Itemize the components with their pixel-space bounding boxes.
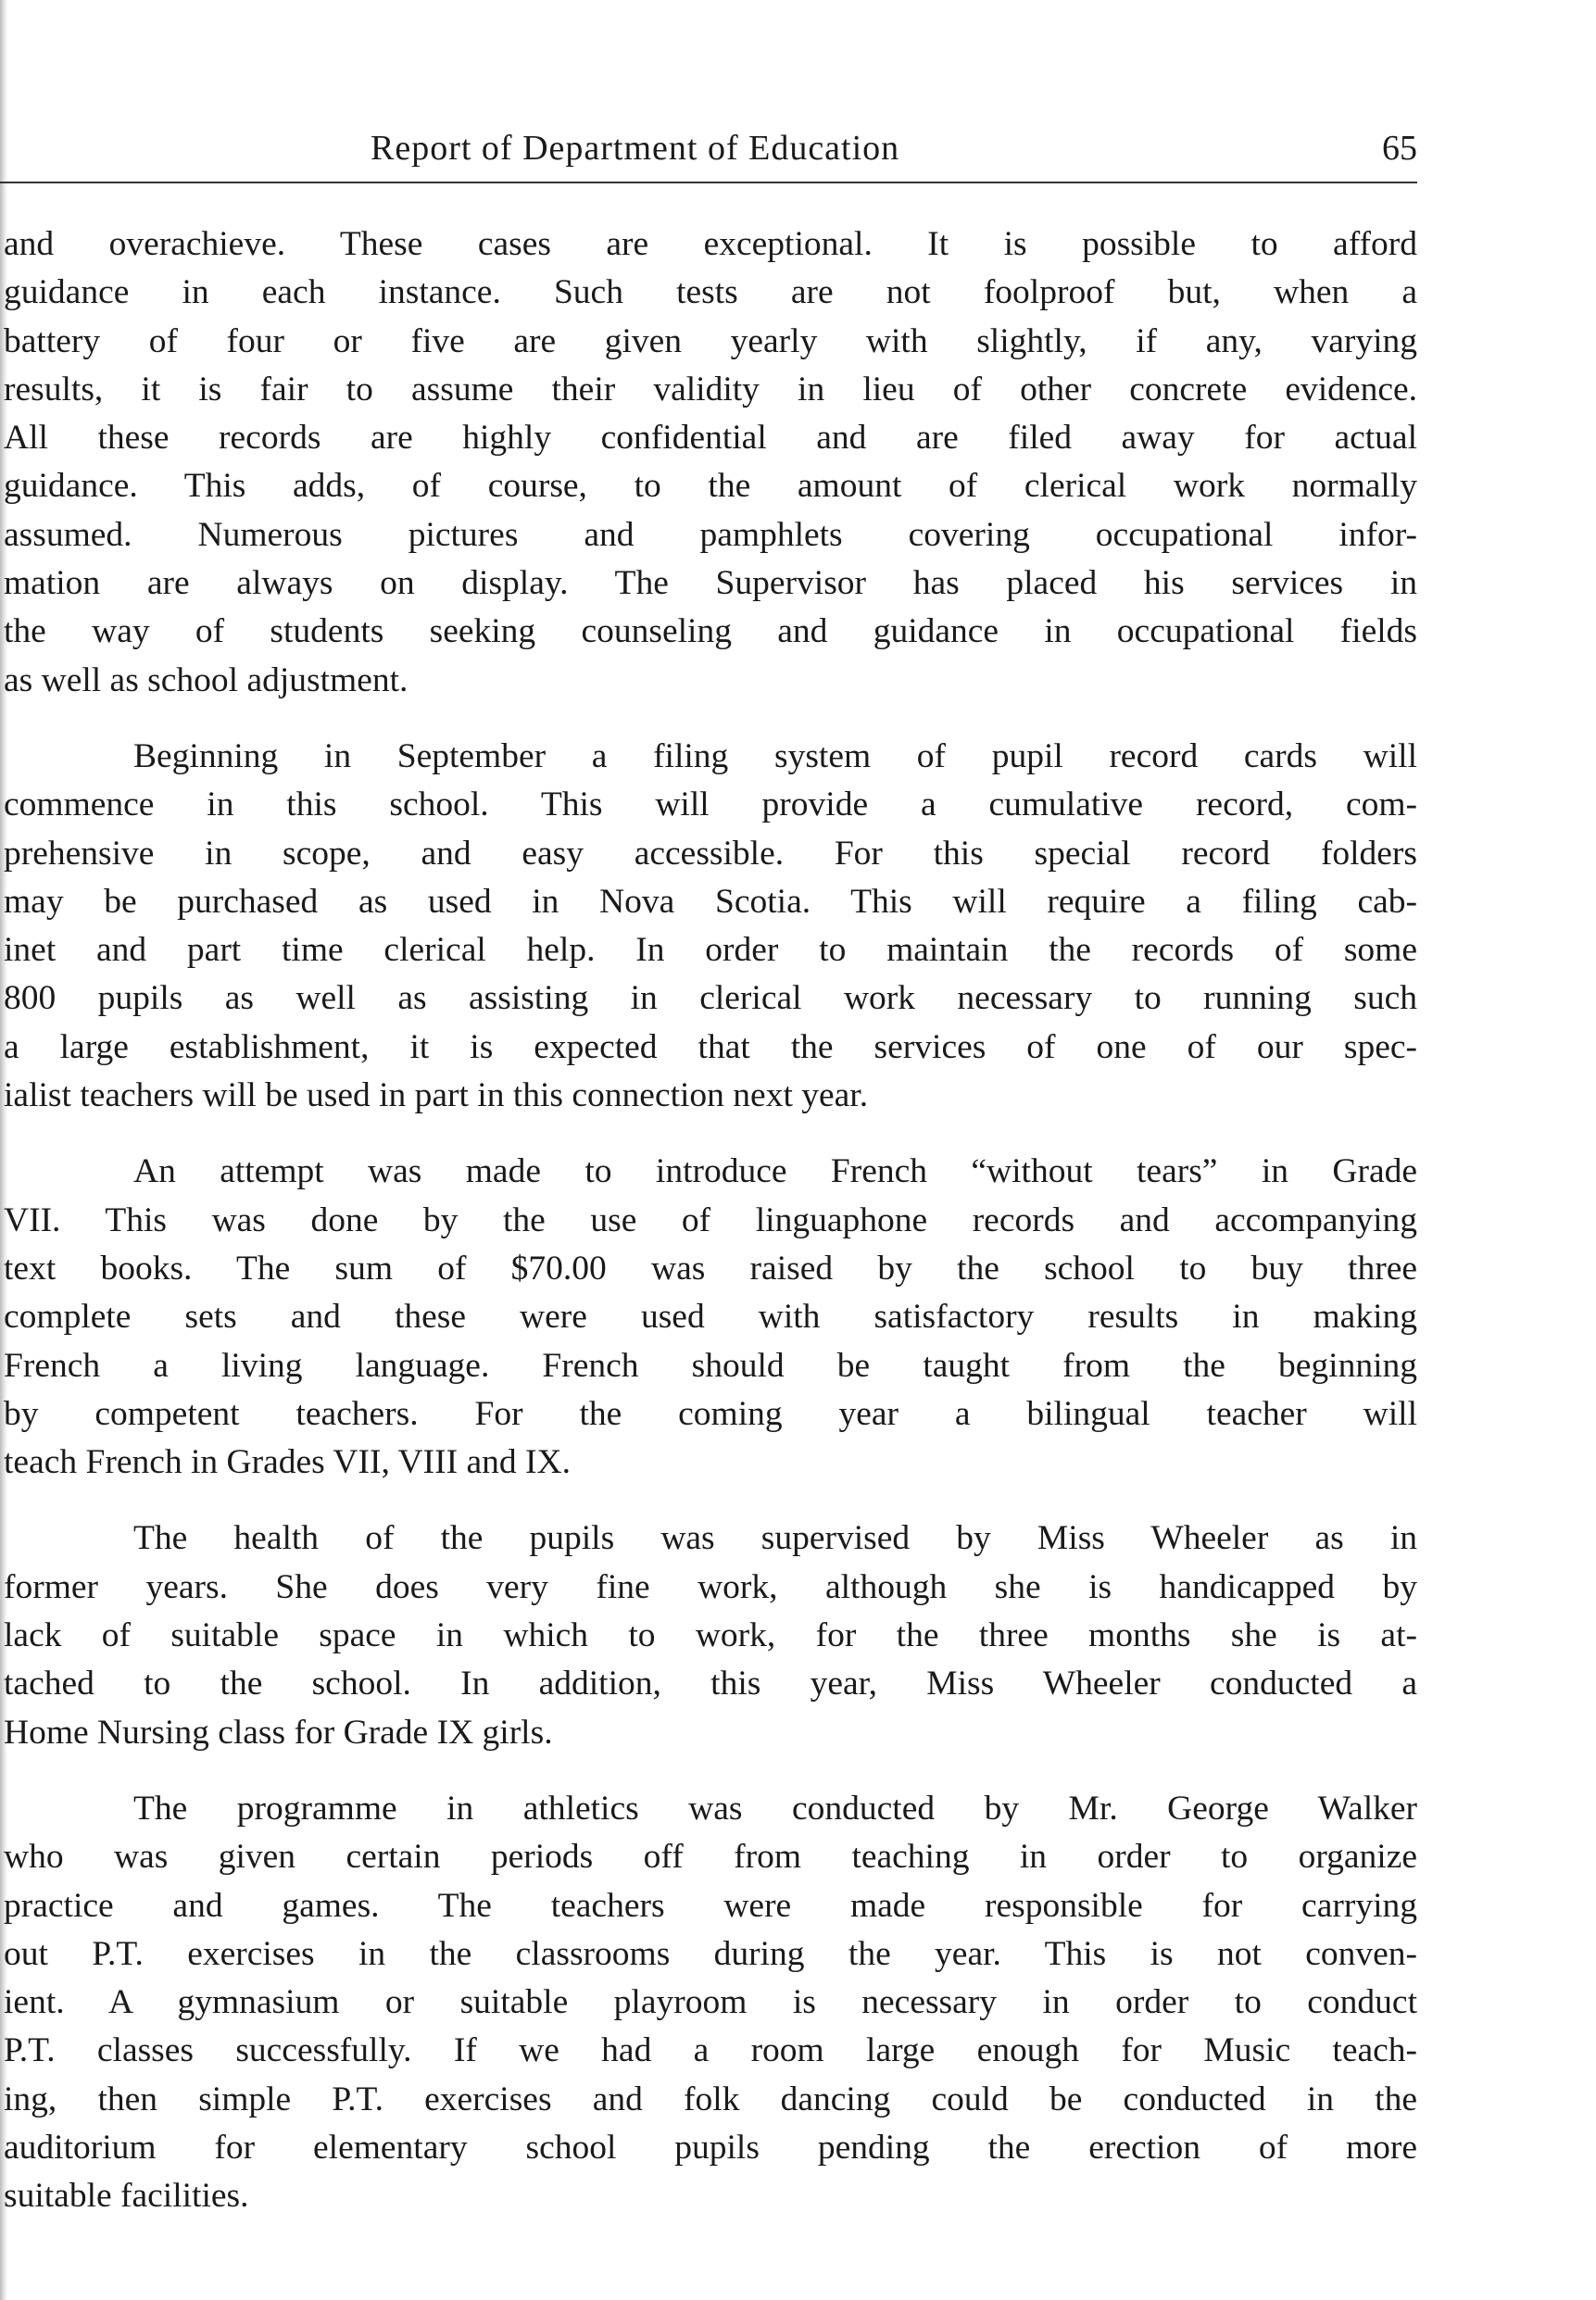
text-line: All these records are highly confidential and are filed away for actual [4, 419, 1417, 458]
text-line: text books. The sum of $70.00 was raised by the school to buy three [4, 1249, 1417, 1288]
paragraph-health [4, 1514, 1417, 1756]
text-line: a large establishment, it is expected that the services of one of our spec- [4, 1027, 1417, 1066]
text-line: results, it is fair to assume their validity in lieu of other concrete evidence. [4, 370, 1417, 408]
text-line: auditorium for elementary school pupils pending the erection of more [4, 2128, 1417, 2167]
text-line: French a living language. French should be taught from the beginning [4, 1346, 1417, 1385]
text-line: battery of four or five are given yearly with slightly, if any, varying [4, 321, 1417, 360]
text-line: ient. A gymnasium or suitable playroom is necessary in order to conduct [4, 1983, 1417, 2022]
text-line: may be purchased as used in Nova Scotia. This will require a filing cab- [4, 882, 1417, 921]
paragraph-guidance [4, 220, 1417, 705]
text-line: assumed. Numerous pictures and pamphlets covering occupational infor- [4, 515, 1417, 554]
text-line: complete sets and these were used with satisfactory results in making [4, 1298, 1417, 1337]
text-line: Home Nursing class for Grade IX girls. [4, 1713, 553, 1752]
text-line: commence in this school. This will provide a cumulative record, com- [4, 786, 1417, 824]
text-line: guidance in each instance. Such tests are not foolproof but, when a [4, 273, 1417, 312]
text-line: 800 pupils as well as assisting in clerical work necessary to running such [4, 979, 1417, 1018]
text-line: by competent teachers. For the coming year a bilingual teacher will [4, 1394, 1417, 1433]
text-line: mation are always on display. The Supervisor has placed his services in [4, 564, 1417, 603]
body-text [4, 220, 1417, 2249]
text-line: out P.T. exercises in the classrooms during the year. This is not conven- [4, 1934, 1417, 1973]
text-line: who was given certain periods off from teaching in order to organize [4, 1838, 1417, 1877]
text-line: practice and games. The teachers were made responsible for carrying [4, 1886, 1417, 1925]
text-line: An attempt was made to introduce French “without tears” in Grade [133, 1152, 1417, 1191]
text-line: inet and part time clerical help. In order to maintain the records of some [4, 931, 1417, 970]
text-line: tached to the school. In addition, this year, Miss Wheeler conducted a [4, 1665, 1417, 1703]
text-line: prehensive in scope, and easy accessible. For this special record folders [4, 834, 1417, 873]
text-line: ing, then simple P.T. exercises and folk dancing could be conducted in the [4, 2080, 1417, 2118]
text-line: and overachieve. These cases are exceptional. It is possible to afford [4, 225, 1417, 263]
text-line: lack of suitable space in which to work, for the three months she is at- [4, 1616, 1417, 1655]
text-line: ialist teachers will be used in part in this connection next year. [4, 1076, 869, 1115]
running-header [0, 128, 1417, 183]
paragraph-filing-system [4, 733, 1417, 1120]
text-line: guidance. This adds, of course, to the amount of clerical work normally [4, 467, 1417, 506]
text-line: VII. This was done by the use of linguaphone records and accompanying [4, 1200, 1417, 1239]
page-number: 65 [1382, 129, 1417, 168]
text-line: Beginning in September a filing system of pupil record cards will [133, 736, 1417, 775]
text-line: the way of students seeking counseling and guidance in occupational fields [4, 612, 1417, 651]
text-line: as well as school adjustment. [4, 660, 408, 699]
header-title: Report of Department of Education [371, 129, 900, 168]
text-line: The health of the pupils was supervised by Miss Wheeler as in [133, 1519, 1417, 1558]
text-line: former years. She does very fine work, although she is handicapped by [4, 1567, 1417, 1606]
paragraph-athletics [4, 1785, 1417, 2221]
text-line: suitable facilities. [4, 2177, 249, 2216]
text-line: The programme in athletics was conducted by Mr. George Walker [133, 1789, 1417, 1828]
paragraph-french [4, 1148, 1417, 1487]
header-rule [0, 182, 1417, 183]
text-line: P.T. classes successfully. If we had a room large enough for Music teach- [4, 2031, 1417, 2070]
text-line: teach French in Grades VII, VIII and IX. [4, 1443, 571, 1482]
